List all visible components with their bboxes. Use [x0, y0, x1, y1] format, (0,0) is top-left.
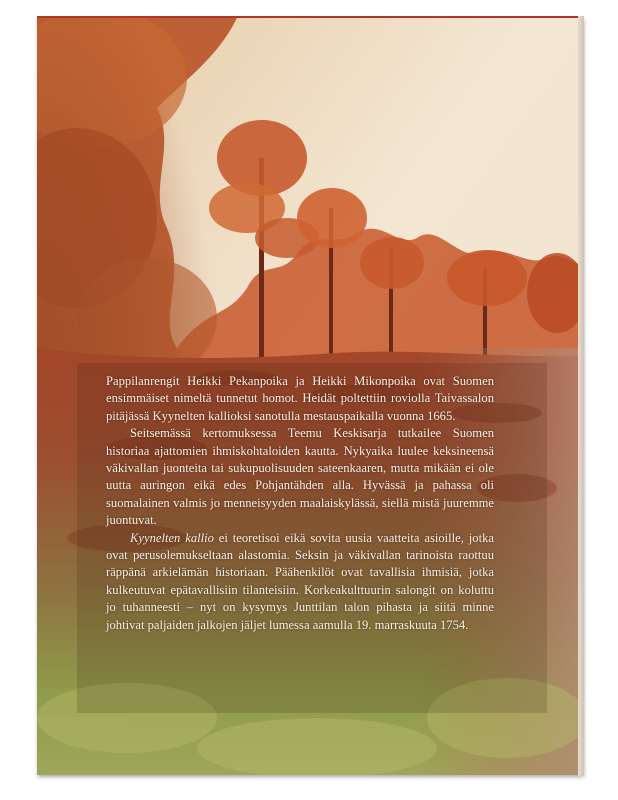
- book-title-italic: Kyynelten kallio: [130, 530, 214, 545]
- blurb-paragraph-2: Seitsemässä kertomuksessa Teemu Keskisarja tutkailee Suomen historiaa ajattomien ihmiskohtaloiden kautta. Nykyaika luulee keksineensä väkivallan juonteita tai sukupuolisuuden sateenkaaren, mutta mikään ei ole uutta auringon eikä edes Pohjantähden alla. Hyvässä ja pahassa oli suomalainen valmis jo menneisyyden maalaiskylässä, siellä mistä juuremme juontuvat.: [106, 426, 494, 528]
- back-cover-blurb: [106, 373, 494, 634]
- book-back-cover: [37, 18, 583, 775]
- blurb-paragraph-3-text: ei teoretisoi eikä sovita uusia vaatteita asioille, jotka ovat perusolemukseltaan alastomia. Seksin ja väkivallan tarinoista raottuu räppänä arkielämän historiaan. Päähenkilöt ovat tavallisia ihmisiä, jotka kulkeutuvat epätavallisiin tilanteisiin. Korkeakulttuurin salongit on koluttu jo tuhanneesti – nyt on kysymys Junttilan talon pihasta ja siitä minne johtivat paljaiden jalkojen jäljet lumessa aamulla 19. marraskuuta 1754.: [106, 530, 494, 632]
- jacket-right-edge: [578, 16, 584, 776]
- blurb-paragraph-1: Pappilanrengit Heikki Pekanpoika ja Heikki Mikonpoika ovat Suomen ensimmäiset nimeltä tunnetut homot. Heidät poltettiin roviolla Taivassalon pitäjässä Kyynelten kallioksi sanotulla mestauspaikalla vuonna 1665.: [106, 374, 494, 423]
- blurb-paragraph-3: [106, 530, 494, 634]
